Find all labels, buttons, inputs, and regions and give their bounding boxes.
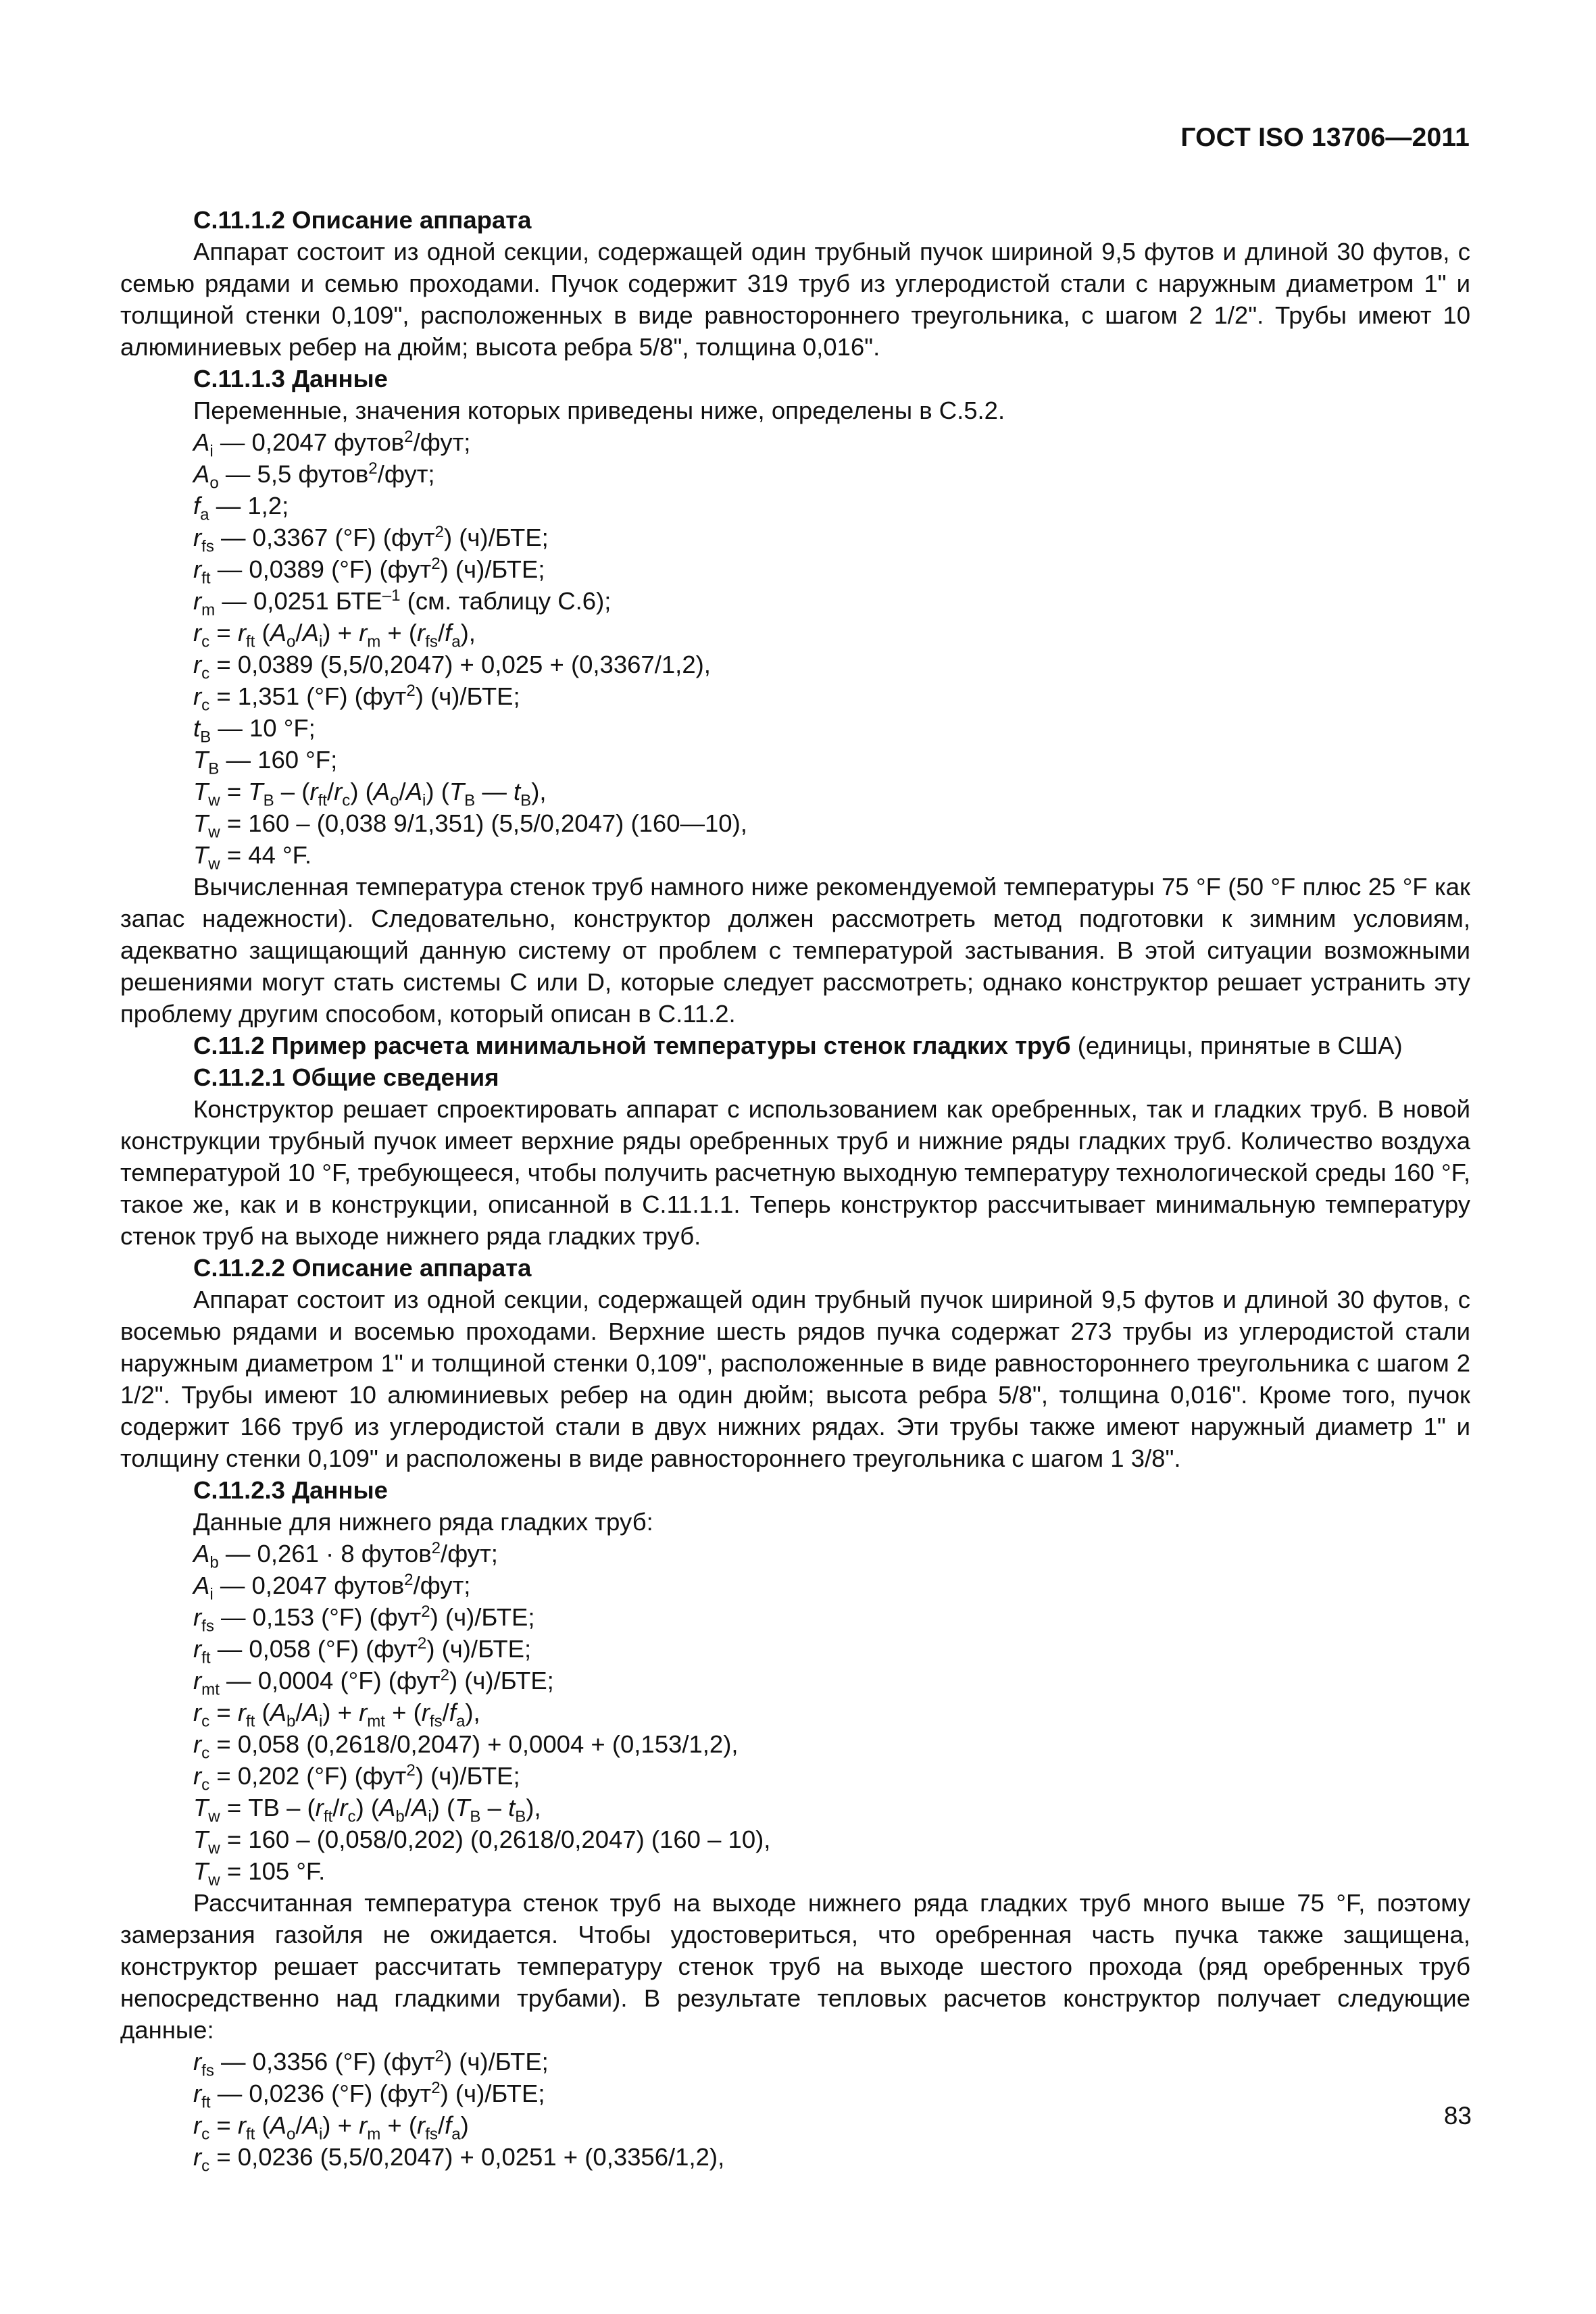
paragraph: Вычисленная температура стенок труб намного ниже рекомендуемой температуры 75 °F (50 °F плюс 25 °F как запас надежности). Следовательно, конструктор должен рассмотреть метод подготовки к зимним условиям, адекватно защищающий данную систему от проблем с температурой застывания. В этой ситуации возможными решениями могут стать системы С или D, которые следует рассмотреть; однако конструктор решает устранить эту проблему другим способом, который описан в С.11.2. <box>120 873 1470 1028</box>
paragraph: Данные для нижнего ряда гладких труб: <box>193 1508 653 1536</box>
formula-block <box>120 2046 1470 2173</box>
formula-line: $A_i$ — 0,2047 футов$^2$/фут; <box>193 427 471 461</box>
formula-line: $r_{fs}$ — 0,3356 (°F) (фут$^2$) (ч)/БТЕ; <box>193 2046 549 2080</box>
formula-line: $r_c = 1,351$ (°F) (фут$^2$) (ч)/БТЕ; <box>193 681 520 715</box>
formula-line: $r_{fs}$ — 0,3367 (°F) (фут$^2$) (ч)/БТЕ; <box>193 522 549 556</box>
section-heading: С.11.2 Пример расчета минимальной температуры стенок гладких труб (единицы, принятые в США) <box>193 1032 1403 1059</box>
page-number: 83 <box>1443 2102 1472 2130</box>
formula-line: $A_b$ — 0,261 · 8 футов$^2$/фут; <box>193 1538 498 1572</box>
formula-line: $r_c = r_{ft}$ $(A_b/A_i) + r_{mt} + (r_{fs}/f_a)$, <box>193 1699 480 1731</box>
formula-line: $r_c = r_{ft}$ $(A_o/A_i) + r_m + (r_{fs}/f_a)$, <box>193 619 476 651</box>
formula-line: $r_{mt}$ — 0,0004 (°F) (фут$^2$) (ч)/БТЕ; <box>193 1665 554 1699</box>
formula-line: $r_m$ — 0,0251 $БТЕ^{-1}$ (см. таблицу С.6); <box>193 586 612 620</box>
formula-line: $f_a$ — 1,2; <box>193 492 289 524</box>
formula-block <box>120 426 1470 874</box>
page-body <box>120 204 1470 2173</box>
formula-line: $r_{ft}$ — 0,058 (°F) (фут$^2$) (ч)/БТЕ; <box>193 1634 532 1667</box>
formula-line: $r_c = r_{ft}$ $(A_o/A_i) + r_m + (r_{fs}/f_a)$ <box>193 2111 469 2144</box>
formula-line: $T_w = T_B - (r_{ft}/r_c)$ $(A_o/A_i)$ ($T_B$ — $t_B$), <box>193 778 547 810</box>
formula-line: $A_i$ — 0,2047 футов$^2$/фут; <box>193 1570 471 1604</box>
section-heading: С.11.1.3 Данные <box>193 365 388 393</box>
paragraph: Конструктор решает спроектировать аппарат с использованием как оребренных, так и гладких труб. В новой конструкции трубный пучок имеет верхние ряды оребренных труб и нижние ряды гладких труб. Количество воздуха температурой 10 °F, требующееся, чтобы получить расчетную выходную температуру технологической среды 160 °F, такое же, как и в конструкции, описанной в С.11.1.1. Теперь конструктор рассчитывает минимальную температуру стенок труб на выходе нижнего ряда гладких труб. <box>120 1095 1470 1250</box>
formula-line: $r_{ft}$ — 0,0389 (°F) (фут$^2$) (ч)/БТЕ; <box>193 554 545 588</box>
formula-line: $r_c = 0,058$ (0,2618/0,2047) + 0,0004 + (0,153/1,2), <box>193 1730 739 1763</box>
formula-line: $T_w = 105$ °F. <box>193 1857 326 1890</box>
paragraph: Аппарат состоит из одной секции, содержащей один трубный пучок шириной 9,5 футов и длиной 30 футов, с семью рядами и семью проходами. Пучок содержит 319 труб из углеродистой стали с наружным диаметром 1" и толщиной стенки 0,109", расположенных в виде равностороннего треугольника, с шагом 2 1/2". Трубы имеют 10 алюминиевых ребер на дюйм; высота ребра 5/8", толщина 0,016". <box>120 238 1470 361</box>
paragraph: Аппарат состоит из одной секции, содержащей один трубный пучок шириной 9,5 футов и длиной 30 футов, с восемью рядами и восемью проходами. Верхние шесть рядов пучка содержат 273 трубы из углеродистой стали наружным диаметром 1" и толщиной стенки 0,109", расположенные в виде равностороннего треугольника с шагом 2 1/2". Трубы имеют 10 алюминиевых ребер на один дюйм; высота ребра 5/8", толщина 0,016". Кроме того, пучок содержит 166 труб из углеродистой стали в двух нижних рядах. Эти трубы также имеют наружный диаметр 1" и толщину стенки 0,109" и расположены в виде равностороннего треугольника с шагом 1 3/8". <box>120 1286 1470 1472</box>
formula-line: $T_w = 44$ °F. <box>193 841 312 874</box>
document-header: ГОСТ ISO 13706—2011 <box>1180 123 1470 152</box>
section-heading: С.11.1.2 Описание аппарата <box>193 206 532 234</box>
formula-line: $r_c = 0,0236$ (5,5/0,2047) + 0,0251 + (0,3356/1,2), <box>193 2143 725 2175</box>
formula-line: $A_o$ — 5,5 футов$^2$/фут; <box>193 459 435 493</box>
section-heading: С.11.2.1 Общие сведения <box>193 1063 499 1091</box>
formula-line: $t_B$ — 10 °F; <box>193 714 316 747</box>
formula-line: $T_w = 160 - (0,038$ 9/1,351) (5,5/0,2047) (160—10), <box>193 809 747 842</box>
formula-line: $r_c = 0,0389$ (5,5/0,2047) + 0,025 + (0,3367/1,2), <box>193 651 711 683</box>
formula-line: $r_{fs}$ — 0,153 (°F) (фут$^2$) (ч)/БТЕ; <box>193 1602 535 1636</box>
section-heading: С.11.2.3 Данные <box>193 1476 388 1504</box>
formula-line: $T_w$ = ТВ – $(r_{ft}/r_c)$ $(A_b/A_i)$ $(T_B - t_B)$, <box>193 1794 541 1826</box>
paragraph: Переменные, значения которых приведены ниже, определены в С.5.2. <box>193 397 1005 424</box>
formula-line: $T_B$ — 160 °F; <box>193 746 338 778</box>
formula-block <box>120 1538 1470 1890</box>
section-heading: С.11.2.2 Описание аппарата <box>193 1254 532 1282</box>
paragraph: Рассчитанная температура стенок труб на выходе нижнего ряда гладких труб много выше 75 °F, поэтому замерзания газойля не ожидается. Чтобы удостовериться, что оребренная часть пучка также защищена, конструктор решает рассчитать температуру стенок труб на выходе шестого прохода (ряд оребренных труб непосредственно над гладкими трубами). В результате тепловых расчетов конструктор получает следующие данные: <box>120 1889 1470 2044</box>
formula-line: $r_c = 0,202$ (°F) (фут$^2$) (ч)/БТЕ; <box>193 1761 520 1794</box>
formula-line: $r_{ft}$ — 0,0236 (°F) (фут$^2$) (ч)/БТЕ; <box>193 2078 545 2112</box>
formula-line: $T_w = 160 - (0,058/0,202)$ (0,2618/0,2047) (160 – 10), <box>193 1826 771 1858</box>
